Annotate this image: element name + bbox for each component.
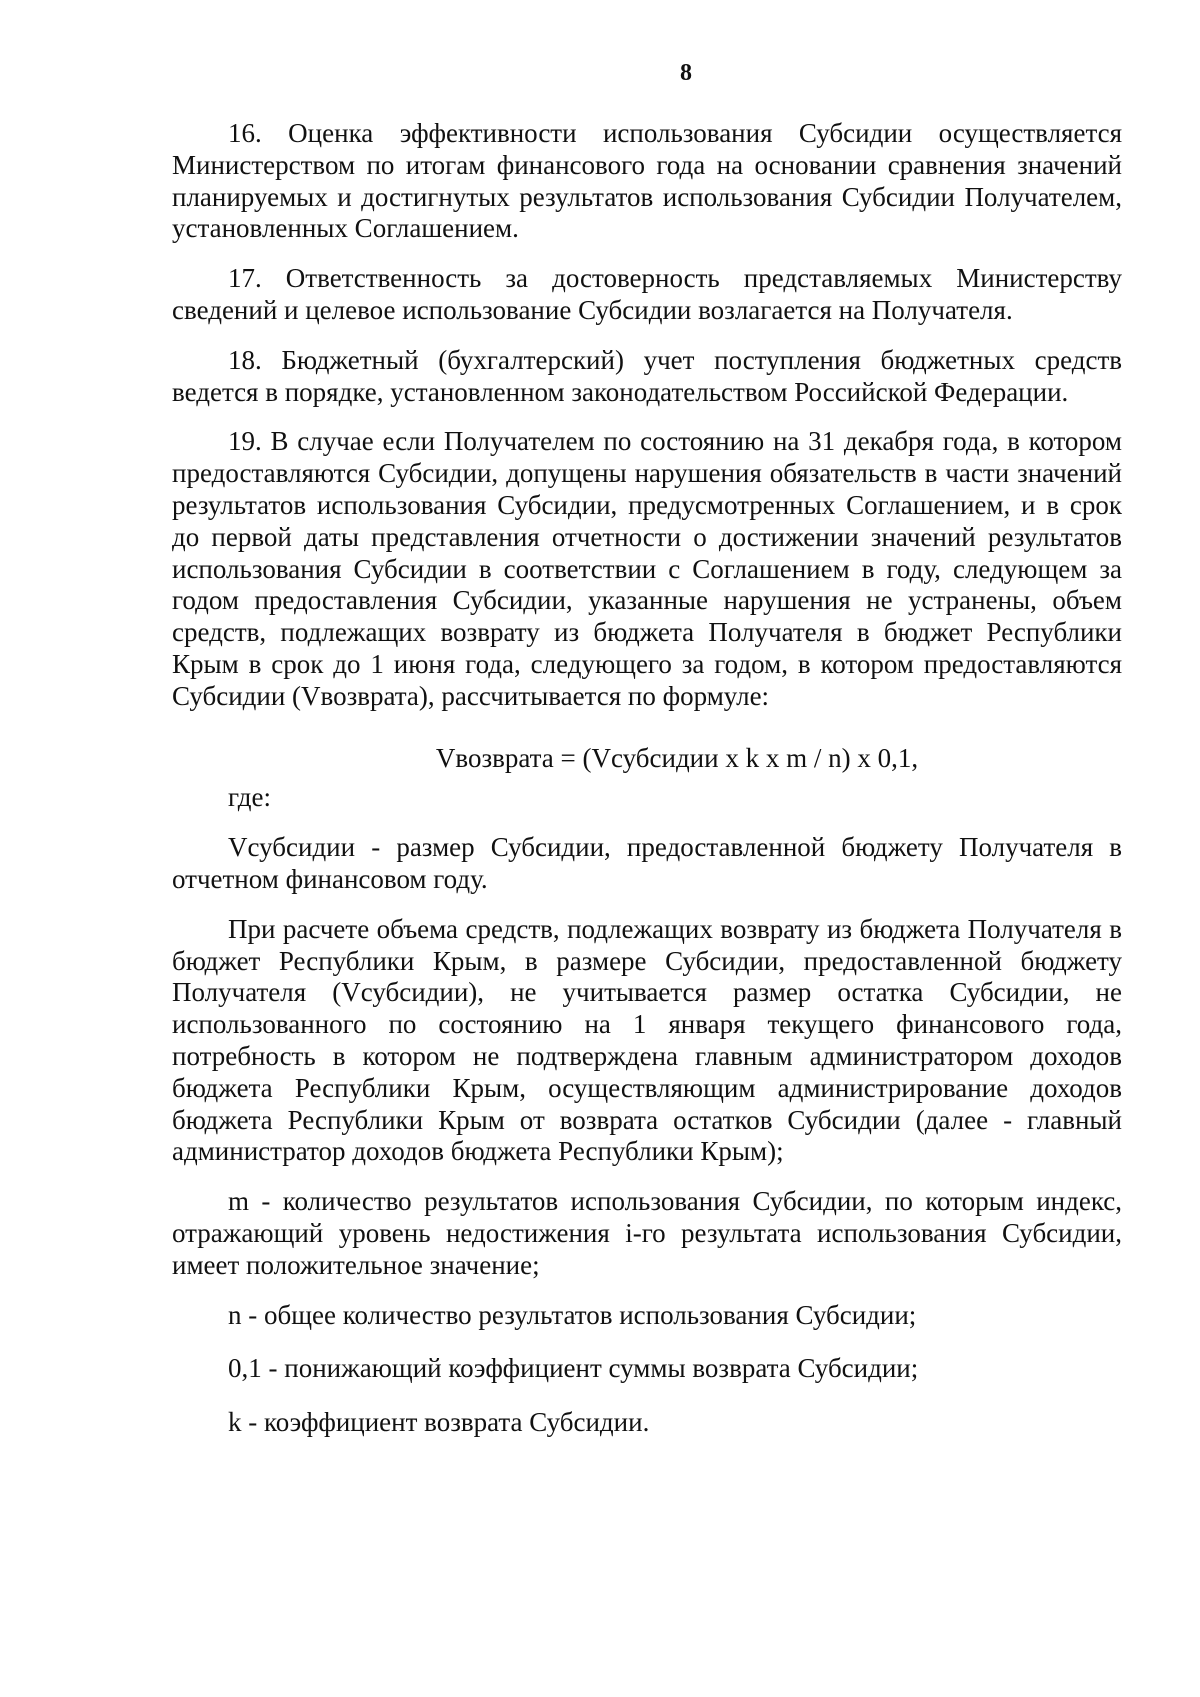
- paragraph-17: 17. Ответственность за достоверность представляемых Министерству сведений и целевое использование Субсидии возлагается на Получателя.: [172, 263, 1122, 325]
- paragraph-19: 19. В случае если Получателем по состоянию на 31 декабря года, в котором предоставляются Субсидии, допущены нарушения обязательств в части значений результатов использования Субсидии, предусмотренных Соглашением, и в срок до первой даты представления отчетности о достижении значений результатов использования Субсидии в соответствии с Соглашением в году, следующем за годом предоставления Субсидии, указанные нарушения не устранены, объем средств, подлежащих возврату из бюджета Получателя в бюджет Республики Крым в срок до 1 июня года, следующего за годом, в котором предоставляются Субсидии (Vвозврата), рассчитывается по формуле:: [172, 426, 1122, 711]
- return-formula: Vвозврата = (Vсубсидии x k x m / n) x 0,1,: [435, 742, 919, 773]
- definition-m: m - количество результатов использования Субсидии, по которым индекс, отражающий уровень недостижения i-го результата использования Субсидии, имеет положительное значение;: [172, 1186, 1122, 1280]
- where-label: где:: [228, 782, 271, 813]
- definition-n: n - общее количество результатов использования Субсидии;: [228, 1299, 917, 1330]
- definition-vsubsidii: Vсубсидии - размер Субсидии, предоставленной бюджету Получателя в отчетном финансовом году.: [172, 832, 1122, 894]
- definition-coefficient: 0,1 - понижающий коэффициент суммы возврата Субсидии;: [228, 1353, 919, 1384]
- page-number: 8: [680, 60, 692, 86]
- calculation-note: При расчете объема средств, подлежащих возврату из бюджета Получателя в бюджет Республики Крым, в размере Субсидии, предоставленной бюджету Получателя (Vсубсидии), не учитывается размер остатка Субсидии, не использованного по состоянию на 1 января текущего финансового года, потребность в котором не подтверждена главным администратором доходов бюджета Республики Крым, осуществляющим администрирование доходов бюджета Республики Крым от возврата остатков Субсидии (далее - главный администратор доходов бюджета Республики Крым);: [172, 913, 1122, 1167]
- document-body: [172, 118, 1122, 1457]
- definition-k: k - коэффициент возврата Субсидии.: [228, 1407, 650, 1438]
- paragraph-16: 16. Оценка эффективности использования Субсидии осуществляется Министерством по итогам финансового года на основании сравнения значений планируемых и достигнутых результатов использования Субсидии Получателем, установленных Соглашением.: [172, 118, 1122, 244]
- paragraph-18: 18. Бюджетный (бухгалтерский) учет поступления бюджетных средств ведется в порядке, установленном законодательством Российской Федерации.: [172, 344, 1122, 407]
